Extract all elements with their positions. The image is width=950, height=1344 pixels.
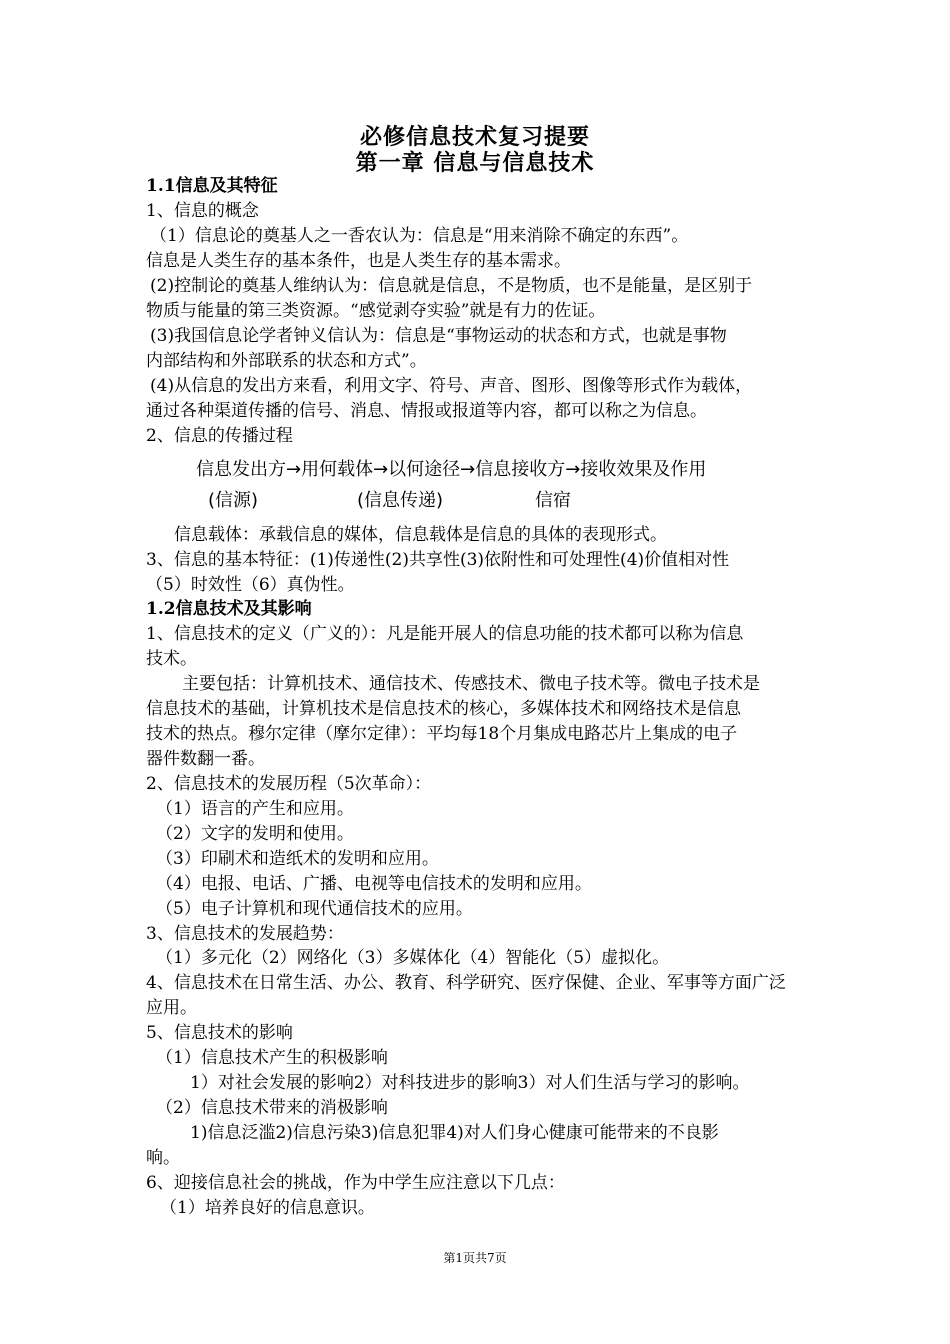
text-line: （1）信息技术产生的积极影响 <box>156 1048 388 1068</box>
text-line: 3、信息的基本特征：(1)传递性(2)共享性(3)依附性和可处理性(4)价值相对性 <box>146 550 730 570</box>
text-line: (3)我国信息论学者钟义信认为：信息是“事物运动的状态和方式，也就是事物 <box>150 326 727 346</box>
section-heading: 1.2信息技术及其影响 <box>146 599 312 619</box>
text-line: 信息载体：承载信息的媒体，信息载体是信息的具体的表现形式。 <box>174 525 667 545</box>
text-line: (2)控制论的奠基人维纳认为：信息就是信息，不是物质，也不是能量，是区别于 <box>150 276 753 296</box>
text-line: （5）电子计算机和现代通信技术的应用。 <box>156 899 473 919</box>
flow-source-label: (信源) <box>208 490 259 511</box>
flow-chain: 信息发出方→用何载体→以何途径→信息接收方→接收效果及作用 <box>196 459 707 480</box>
text-line: 技术的热点。穆尔定律（摩尔定律）：平均每18个月集成电路芯片上集成的电子 <box>146 724 738 744</box>
text-line: 6、迎接信息社会的挑战，作为中学生应注意以下几点： <box>146 1173 565 1193</box>
text-line: 应用。 <box>146 998 197 1018</box>
text-line: 信息技术的基础，计算机技术是信息技术的核心，多媒体技术和网络技术是信息 <box>146 699 741 719</box>
text-line: 信息是人类生存的基本条件，也是人类生存的基本需求。 <box>146 251 571 271</box>
flow-channel-label: (信息传递) <box>357 490 444 511</box>
text-line: （2）信息技术带来的消极影响 <box>156 1098 388 1118</box>
text-line: （3）印刷术和造纸术的发明和应用。 <box>156 849 439 869</box>
text-line: （4）电报、电话、广播、电视等电信技术的发明和应用。 <box>156 874 592 894</box>
text-line: 1)信息泛滥2)信息污染3)信息犯罪4)对人们身心健康可能带来的不良影 <box>190 1123 719 1143</box>
page-footer: 第1页共7页 <box>443 1251 507 1265</box>
text-line: 1）对社会发展的影响2）对科技进步的影响3）对人们生活与学习的影响。 <box>190 1073 750 1093</box>
text-line: 主要包括：计算机技术、通信技术、传感技术、微电子技术等。微电子技术是 <box>182 674 760 694</box>
text-line: 响。 <box>146 1148 180 1168</box>
text-line: 2、信息的传播过程 <box>146 426 293 446</box>
section-heading: 1.1信息及其特征 <box>146 176 278 196</box>
flow-sink-label: 信宿 <box>535 490 571 511</box>
text-line: 物质与能量的第三类资源。“感觉剥夺实验”就是有力的佐证。 <box>146 301 606 321</box>
chapter-title: 第一章 信息与信息技术 <box>355 150 595 176</box>
text-line: （2）文字的发明和使用。 <box>156 824 354 844</box>
text-line: 1、信息技术的定义（广义的）：凡是能开展人的信息功能的技术都可以称为信息 <box>146 624 744 644</box>
text-line: 2、信息技术的发展历程（5次革命）： <box>146 774 432 794</box>
text-line: （5）时效性（6）真伪性。 <box>146 575 355 595</box>
text-line: （1）信息论的奠基人之一香农认为：信息是“用来消除不确定的东西”。 <box>150 226 689 246</box>
text-line: 1、信息的概念 <box>146 201 259 221</box>
text-line: 技术。 <box>146 649 197 669</box>
text-line: 通过各种渠道传播的信号、消息、情报或报道等内容，都可以称之为信息。 <box>146 401 707 421</box>
text-line: 3、信息技术的发展趋势： <box>146 924 344 944</box>
text-line: （1）培养良好的信息意识。 <box>160 1198 375 1218</box>
text-line: 4、信息技术在日常生活、办公、教育、科学研究、医疗保健、企业、军事等方面广泛 <box>146 973 786 993</box>
text-line: 5、信息技术的影响 <box>146 1023 293 1043</box>
text-line: (4)从信息的发出方来看，利用文字、符号、声音、图形、图像等形式作为载体， <box>150 376 753 396</box>
text-line: （1）语言的产生和应用。 <box>156 799 354 819</box>
document-title: 必修信息技术复习提要 <box>359 124 590 150</box>
text-line: （1）多元化（2）网络化（3）多媒体化（4）智能化（5）虚拟化。 <box>156 948 670 968</box>
text-line: 器件数翻一番。 <box>146 749 265 769</box>
text-line: 内部结构和外部联系的状态和方式”。 <box>146 351 427 371</box>
